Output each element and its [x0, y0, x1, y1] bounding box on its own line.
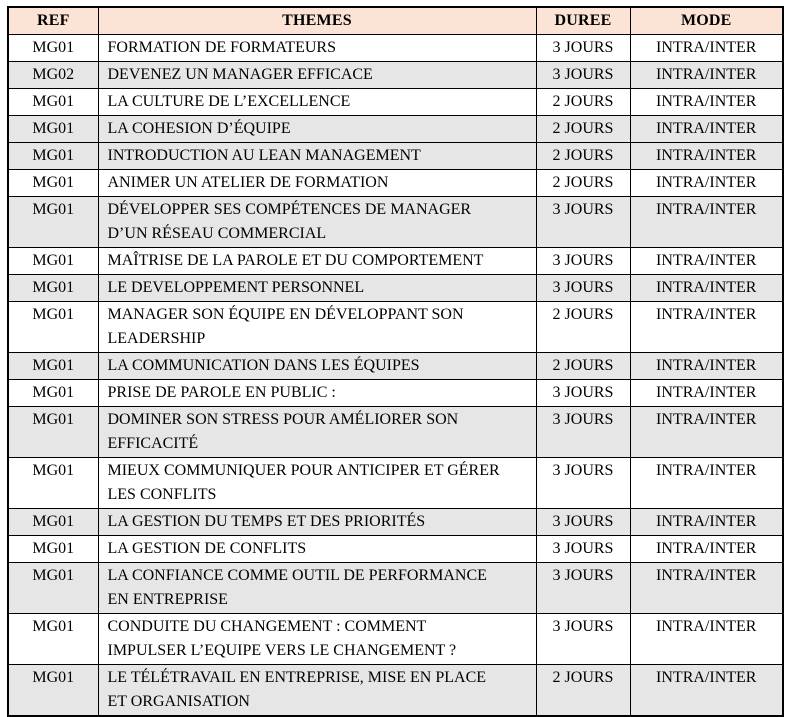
- cell-theme: FORMATION DE FORMATEURS: [98, 34, 536, 61]
- cell-mode: INTRA/INTER: [630, 664, 783, 716]
- cell-theme: INTRODUCTION AU LEAN MANAGEMENT: [98, 142, 536, 169]
- header-row: [8, 7, 783, 34]
- cell-ref: MG01: [8, 664, 98, 716]
- cell-duree: 3 JOURS: [536, 457, 630, 508]
- cell-duree: 2 JOURS: [536, 88, 630, 115]
- cell-duree: 2 JOURS: [536, 142, 630, 169]
- table-row: [8, 535, 783, 562]
- cell-ref: MG01: [8, 196, 98, 247]
- cell-duree: 2 JOURS: [536, 664, 630, 716]
- cell-mode: INTRA/INTER: [630, 562, 783, 613]
- cell-mode: INTRA/INTER: [630, 457, 783, 508]
- cell-mode: INTRA/INTER: [630, 613, 783, 664]
- cell-ref: MG01: [8, 274, 98, 301]
- cell-mode: INTRA/INTER: [630, 196, 783, 247]
- cell-ref: MG01: [8, 508, 98, 535]
- cell-duree: 2 JOURS: [536, 301, 630, 352]
- table-row: [8, 379, 783, 406]
- table-row: [8, 508, 783, 535]
- cell-mode: INTRA/INTER: [630, 379, 783, 406]
- cell-ref: MG01: [8, 613, 98, 664]
- cell-duree: 3 JOURS: [536, 508, 630, 535]
- cell-theme: DEVENEZ UN MANAGER EFFICACE: [98, 61, 536, 88]
- cell-mode: INTRA/INTER: [630, 142, 783, 169]
- table-row: [8, 88, 783, 115]
- cell-duree: 3 JOURS: [536, 613, 630, 664]
- cell-duree: 3 JOURS: [536, 196, 630, 247]
- cell-duree: 2 JOURS: [536, 115, 630, 142]
- cell-theme: MAÎTRISE DE LA PAROLE ET DU COMPORTEMENT: [98, 247, 536, 274]
- cell-theme: LA GESTION DU TEMPS ET DES PRIORITÉS: [98, 508, 536, 535]
- cell-theme: ANIMER UN ATELIER DE FORMATION: [98, 169, 536, 196]
- cell-mode: INTRA/INTER: [630, 274, 783, 301]
- table-row: [8, 274, 783, 301]
- cell-mode: INTRA/INTER: [630, 535, 783, 562]
- table-row: [8, 301, 783, 352]
- cell-theme: MANAGER SON ÉQUIPE EN DÉVELOPPANT SON LEADERSHIP: [98, 301, 536, 352]
- cell-theme: LA CULTURE DE L’EXCELLENCE: [98, 88, 536, 115]
- table-row: [8, 169, 783, 196]
- cell-theme: LE DEVELOPPEMENT PERSONNEL: [98, 274, 536, 301]
- cell-ref: MG01: [8, 88, 98, 115]
- cell-ref: MG01: [8, 142, 98, 169]
- cell-ref: MG01: [8, 115, 98, 142]
- cell-mode: INTRA/INTER: [630, 88, 783, 115]
- cell-duree: 3 JOURS: [536, 379, 630, 406]
- cell-theme: MIEUX COMMUNIQUER POUR ANTICIPER ET GÉRER LES CONFLITS: [98, 457, 536, 508]
- cell-ref: MG02: [8, 61, 98, 88]
- cell-mode: INTRA/INTER: [630, 508, 783, 535]
- column-header-ref: REF: [8, 7, 98, 34]
- table-row: [8, 247, 783, 274]
- cell-ref: MG01: [8, 406, 98, 457]
- cell-theme: LA CONFIANCE COMME OUTIL DE PERFORMANCE EN ENTREPRISE: [98, 562, 536, 613]
- cell-duree: 3 JOURS: [536, 562, 630, 613]
- column-header-themes: THEMES: [98, 7, 536, 34]
- cell-ref: MG01: [8, 457, 98, 508]
- cell-theme: LA COMMUNICATION DANS LES ÉQUIPES: [98, 352, 536, 379]
- cell-mode: INTRA/INTER: [630, 352, 783, 379]
- cell-mode: INTRA/INTER: [630, 406, 783, 457]
- cell-ref: MG01: [8, 169, 98, 196]
- table-row: [8, 115, 783, 142]
- cell-mode: INTRA/INTER: [630, 61, 783, 88]
- cell-duree: 2 JOURS: [536, 352, 630, 379]
- cell-theme: LA COHESION D’ÉQUIPE: [98, 115, 536, 142]
- table-row: [8, 196, 783, 247]
- cell-theme: LA GESTION DE CONFLITS: [98, 535, 536, 562]
- cell-mode: INTRA/INTER: [630, 169, 783, 196]
- cell-theme: CONDUITE DU CHANGEMENT : COMMENT IMPULSER L’EQUIPE VERS LE CHANGEMENT ?: [98, 613, 536, 664]
- cell-theme: LE TÉLÉTRAVAIL EN ENTREPRISE, MISE EN PLACE ET ORGANISATION: [98, 664, 536, 716]
- cell-mode: INTRA/INTER: [630, 247, 783, 274]
- cell-duree: 3 JOURS: [536, 34, 630, 61]
- cell-ref: MG01: [8, 247, 98, 274]
- column-header-mode: MODE: [630, 7, 783, 34]
- table-row: [8, 142, 783, 169]
- table-row: [8, 61, 783, 88]
- column-header-duree: DUREE: [536, 7, 630, 34]
- cell-ref: MG01: [8, 301, 98, 352]
- training-catalog-table: [7, 6, 784, 717]
- cell-theme: PRISE DE PAROLE EN PUBLIC :: [98, 379, 536, 406]
- table-row: [8, 34, 783, 61]
- cell-duree: 3 JOURS: [536, 247, 630, 274]
- cell-ref: MG01: [8, 379, 98, 406]
- table-row: [8, 457, 783, 508]
- cell-mode: INTRA/INTER: [630, 34, 783, 61]
- cell-ref: MG01: [8, 34, 98, 61]
- cell-ref: MG01: [8, 562, 98, 613]
- cell-ref: MG01: [8, 352, 98, 379]
- cell-ref: MG01: [8, 535, 98, 562]
- cell-mode: INTRA/INTER: [630, 115, 783, 142]
- cell-theme: DÉVELOPPER SES COMPÉTENCES DE MANAGER D’UN RÉSEAU COMMERCIAL: [98, 196, 536, 247]
- cell-duree: 3 JOURS: [536, 535, 630, 562]
- cell-duree: 3 JOURS: [536, 274, 630, 301]
- table-row: [8, 352, 783, 379]
- cell-mode: INTRA/INTER: [630, 301, 783, 352]
- table-row: [8, 613, 783, 664]
- cell-duree: 3 JOURS: [536, 61, 630, 88]
- table-row: [8, 406, 783, 457]
- cell-duree: 2 JOURS: [536, 169, 630, 196]
- cell-theme: DOMINER SON STRESS POUR AMÉLIORER SON EFFICACITÉ: [98, 406, 536, 457]
- cell-duree: 3 JOURS: [536, 406, 630, 457]
- table-row: [8, 562, 783, 613]
